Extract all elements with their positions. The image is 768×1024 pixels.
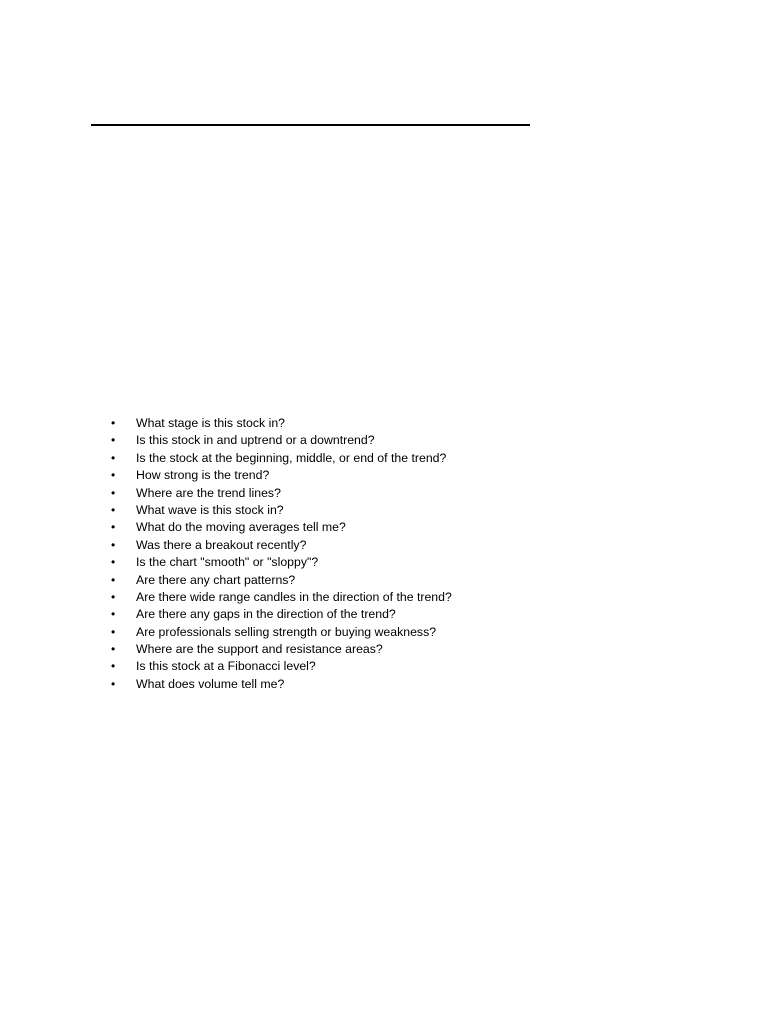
question-text: Are professionals selling strength or buying weakness? (136, 624, 437, 639)
question-text: Are there any chart patterns? (136, 572, 296, 587)
bullet-icon: • (111, 416, 116, 430)
question-text: Are there wide range candles in the direction of the trend? (136, 589, 452, 604)
bullet-icon: • (111, 607, 116, 622)
question-text: What does volume tell me? (136, 676, 285, 691)
question-text: Where are the trend lines? (136, 485, 281, 500)
bullet-icon: • (111, 555, 116, 570)
bullet-icon: • (111, 502, 116, 517)
bullet-icon: • (111, 433, 116, 448)
question-text: Are there any gaps in the direction of the trend? (136, 607, 396, 622)
bullet-icon: • (111, 589, 116, 604)
bullet-icon: • (111, 537, 116, 552)
question-text: Is this stock in and uptrend or a downtrend? (136, 433, 375, 448)
question-text: Is the stock at the beginning, middle, or end of the trend? (136, 450, 447, 465)
bullet-icon: • (111, 485, 116, 500)
bullet-icon: • (111, 572, 116, 587)
question-text: Is this stock at a Fibonacci level? (136, 659, 316, 674)
question-text: Where are the support and resistance areas? (136, 642, 383, 657)
bullet-icon: • (111, 659, 116, 674)
bullet-icon: • (111, 468, 116, 483)
question-text: What wave is this stock in? (136, 502, 284, 517)
bullet-icon: • (111, 676, 116, 691)
question-text: How strong is the trend? (136, 468, 270, 483)
question-text: Was there a breakout recently? (136, 537, 307, 552)
bullet-icon: • (111, 520, 116, 535)
question-text: What stage is this stock in? (136, 416, 285, 430)
question-text: What do the moving averages tell me? (136, 520, 346, 535)
question-text: Is the chart "smooth" or "sloppy"? (136, 555, 319, 570)
bullet-icon: • (111, 624, 116, 639)
bullet-icon: • (111, 642, 116, 657)
horizontal-rule (91, 124, 530, 126)
bullet-icon: • (111, 450, 116, 465)
